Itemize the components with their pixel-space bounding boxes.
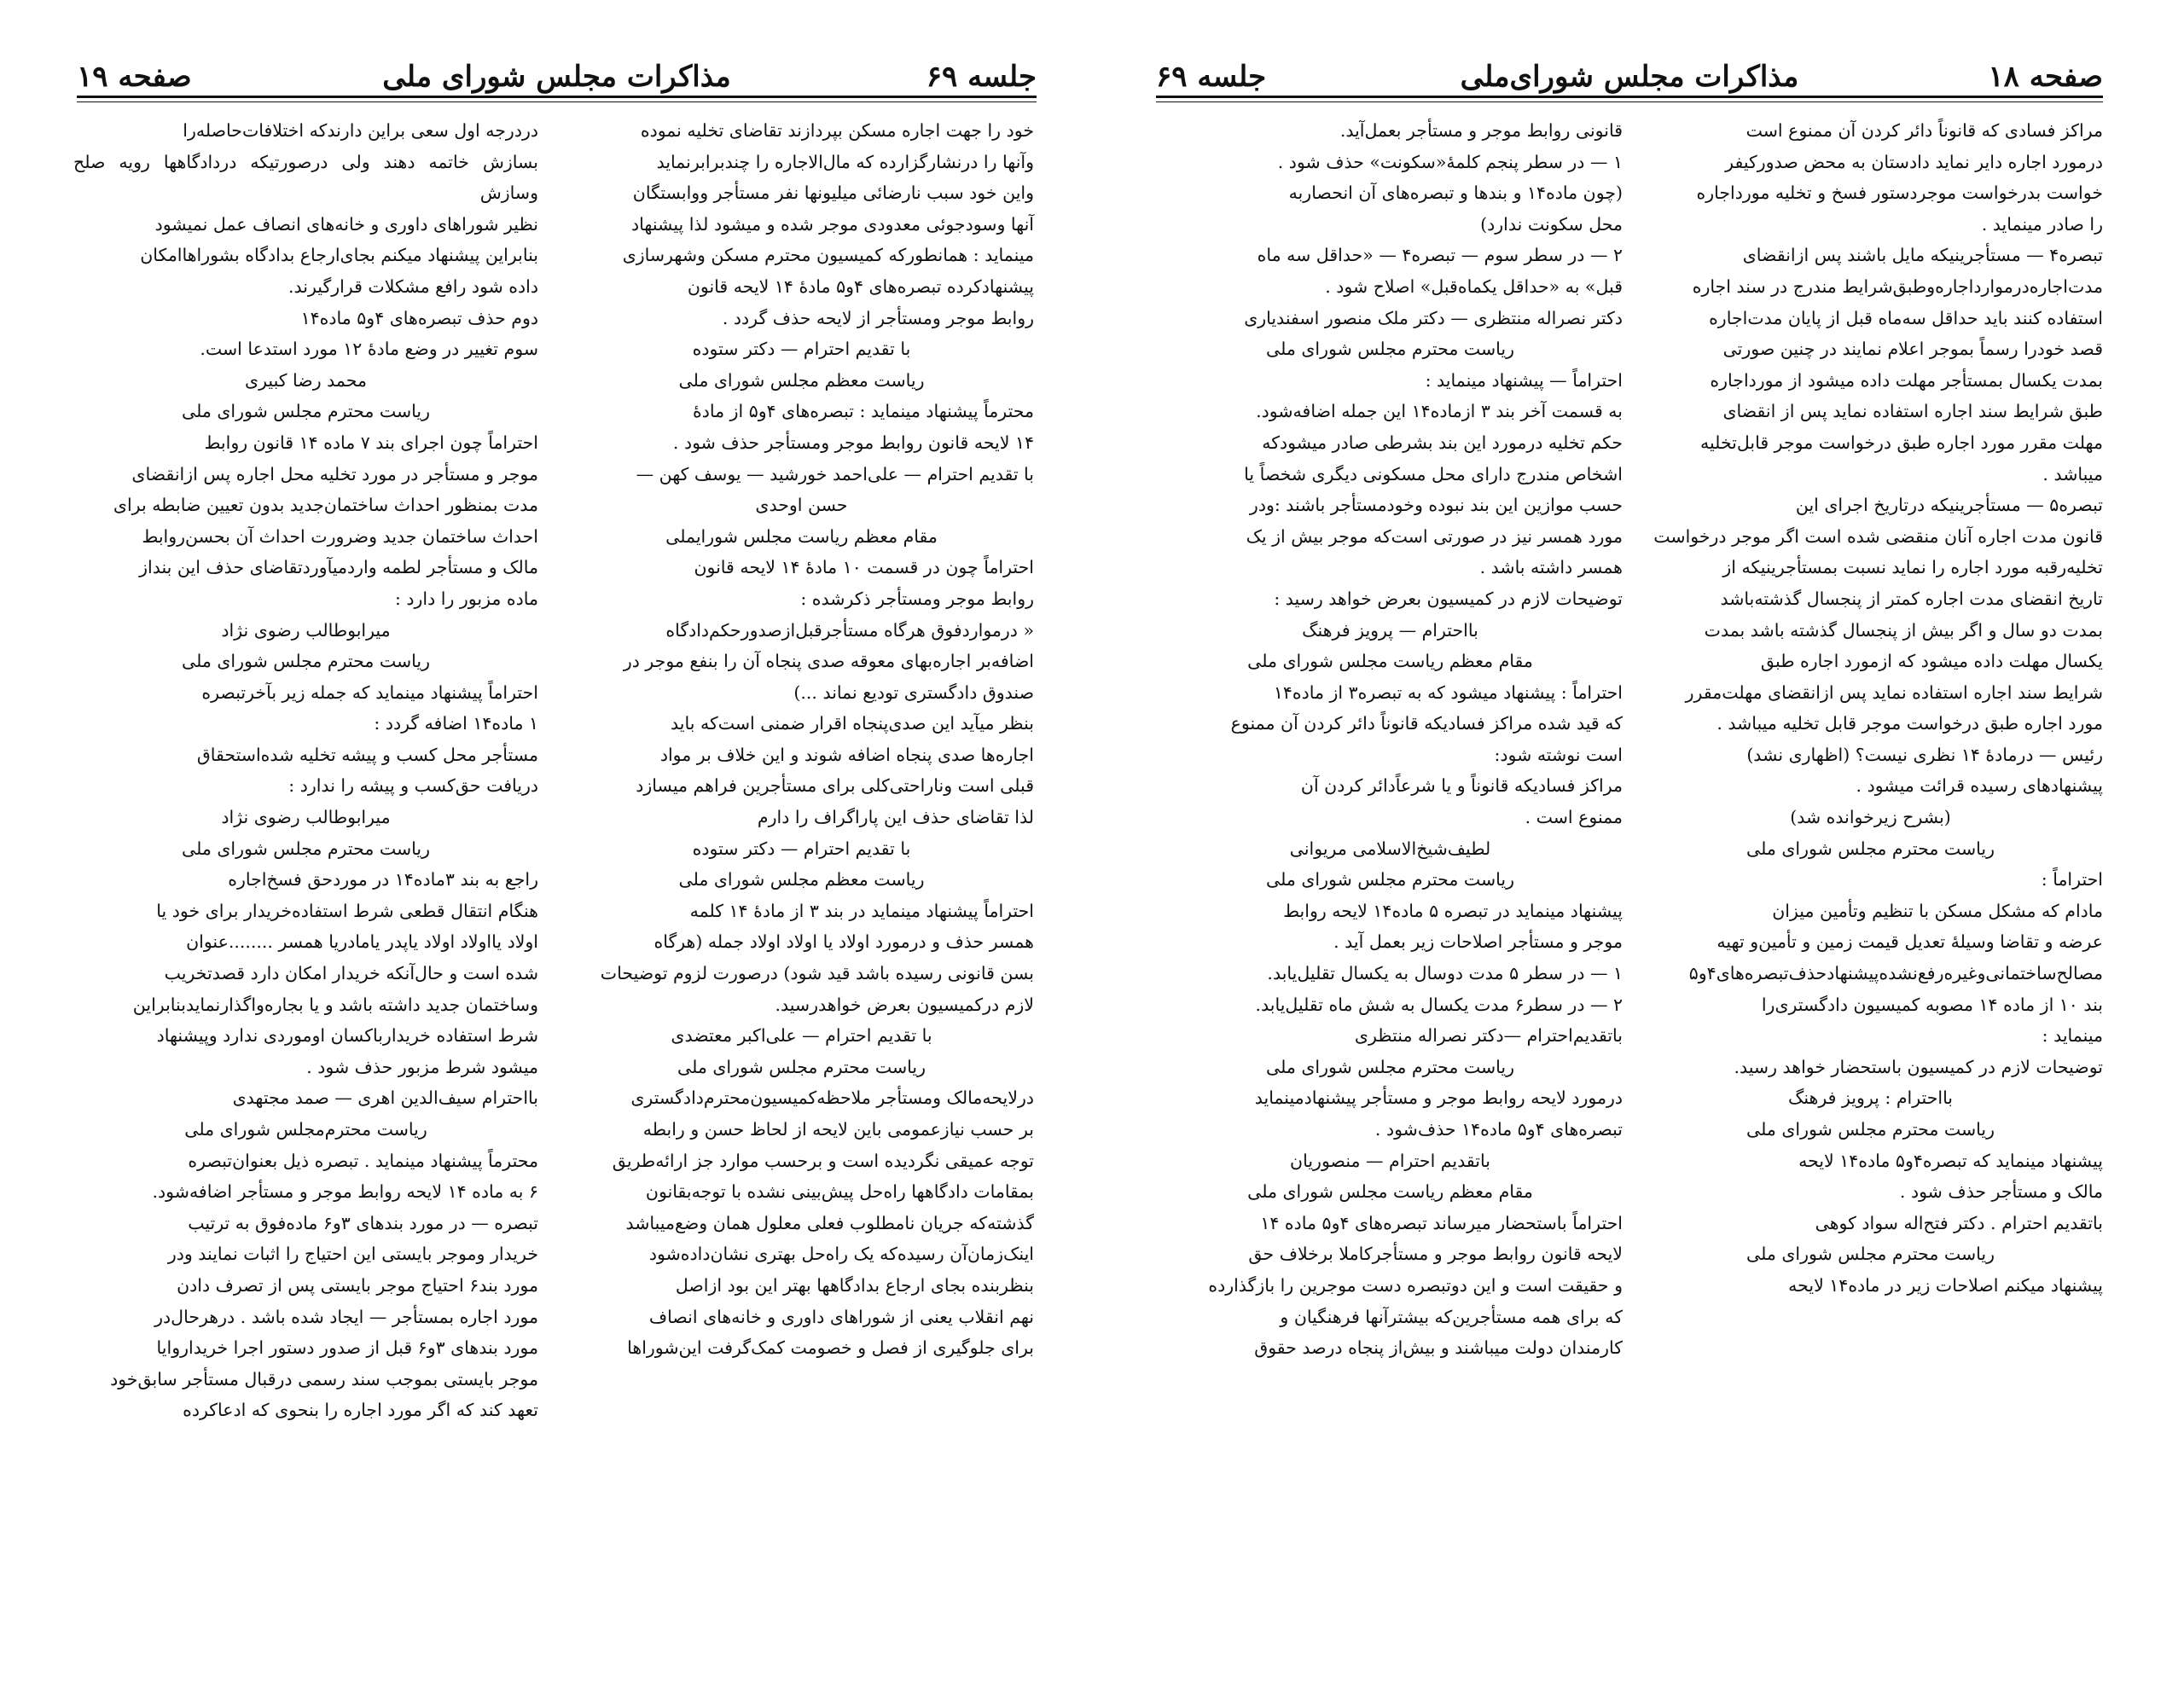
page-number: صفحه ۱۸ <box>1988 60 2103 94</box>
text-line: خود را جهت اجاره مسکن بپردازند تقاضای تخلیه نموده <box>640 120 1034 141</box>
text-line: مراکز فسادیکه قانوناً و یا شرعاًدائر کردن آن <box>1300 775 1623 797</box>
text-line: مستأجر محل کسب و پیشه تخلیه شده‌استحقاق <box>196 744 538 765</box>
text-line: پیشنهادکرده تبصره‌های ۴و۵ مادهٔ ۱۴ لایحه قانون <box>687 276 1034 297</box>
text-line: مورد بند۶ احتیاج موجر بایستی پس از تصرف دادن <box>177 1274 538 1296</box>
text-column-left <box>73 115 538 1426</box>
text-line: خریدار وموجر بایستی این احتیاج را اثبات نمایند ودر <box>167 1244 538 1265</box>
text-line: شرط استفاده خریدارباکسان اوموردی ندارد وپیشنهاد <box>156 1025 538 1047</box>
text-line: سوم تغییر در وضع مادهٔ ۱۲ مورد استدعا است. <box>200 339 538 360</box>
text-line: بند ۱۰ از ماده ۱۴ مصوبه کمیسیون دادگستری‌را <box>1761 994 2103 1015</box>
text-line: مدت بمنظور احداث ساختمان‌جدید بدون تعیین ضابطه برای <box>113 495 538 516</box>
text-line: ۲ — در سطر سوم — تبصره‌۴ — «حداقل سه ماه <box>1257 245 1623 266</box>
text-line: (چون ماده‌۱۴ و بندها و تبصره‌های آن انحصاربه <box>1288 183 1623 204</box>
text-line: محمد رضا کبیری <box>245 369 367 391</box>
text-line: شرایط سند اجاره استفاده نماید پس ازانقضای مهلت‌مقرر <box>1685 682 2103 703</box>
text-line: میرابوطالب رضوی نژاد <box>221 807 391 828</box>
text-line: مینماید : <box>2042 1025 2103 1047</box>
text-line: اضافه‌بر اجاره‌بهای معوقه صدی پنجاه آن را بنفع موجر در <box>623 651 1034 672</box>
text-line: ریاست محترم مجلس شورای ملی <box>1265 339 1515 360</box>
text-line: درلایحه‌مالک ومستأجر ملاحظه‌کمیسیون‌محترم‌دادگستری <box>630 1088 1034 1109</box>
text-line: آنها وسودجوئی معدودی موجر شده و میشود لذا پیشنهاد <box>631 213 1034 235</box>
text-line: راجع به بند ۳ماده‌۱۴ در موردحق فسخ‌اجاره <box>228 869 538 890</box>
text-line: (بشرح زیرخوانده شد) <box>1790 807 1951 828</box>
text-line: وآنها را درنشارگزارده که مال‌الاجاره را چندبرابرنماید <box>656 151 1034 172</box>
text-line: پیشنهاد مینماید که تبصره۴و۵ ماده‌۱۴ لایحه <box>1798 1150 2103 1171</box>
text-line: تاریخ انقضای مدت اجاره کمتر از پنجسال گذشته‌باشد <box>1720 588 2103 609</box>
text-line: یکسال مهلت داده میشود که ازمورد اجاره طبق <box>1760 651 2103 672</box>
text-line: توجه عمیقی نگردیده است و برحسب موارد جز ارائه‌طریق <box>612 1150 1034 1171</box>
text-line: با تقدیم احترام — علی‌اکبر معتضدی <box>671 1025 932 1047</box>
text-line: تبصره۴ — مستأجرینیکه مایل باشند پس ازانقضای <box>1742 245 2103 266</box>
text-line: مالک و مستأجر حذف شود . <box>1899 1181 2103 1203</box>
text-line: ۱ ماده‌۱۴ اضافه گردد : <box>374 713 538 734</box>
text-line: نهم انقلاب یعنی از شوراهای داوری و خانه‌های انصاف <box>648 1306 1034 1327</box>
text-line: میشود شرط مزبور حذف شود . <box>306 1056 538 1077</box>
text-line: ریاست معظم مجلس شورای ملی <box>678 369 925 391</box>
text-line: با تقدیم احترام — دکتر ستوده <box>692 838 911 859</box>
text-line: ۱۴ لایحه قانون روابط موجر ومستأجر حذف شود . <box>672 432 1034 453</box>
text-line: بااحترام — پرویز فرهنگ <box>1302 619 1478 641</box>
page-header <box>77 51 1037 99</box>
text-line: تعهد کند که اگر مورد اجاره را بنحوی که ادعاکرده <box>183 1400 538 1421</box>
text-line: وساختمان جدید داشته باشد و یا بجاره‌واگذارنماید‌بنابراین <box>132 994 538 1015</box>
text-line: ریاست محترم مجلس شورای ملی <box>1745 1244 1995 1265</box>
text-line: عرضه و تقاضا وسیلهٔ تعدیل قیمت زمین و تأمین‌و تهیه <box>1716 931 2103 953</box>
text-line: واین خود سبب نارضائی میلیونها نفر مستأجر ووابستگان <box>632 183 1034 204</box>
left-page <box>0 0 1062 1688</box>
text-line: ۱ — در سطر ۵ مدت دوسال به یکسال تقلیل‌یابد. <box>1267 963 1623 984</box>
text-line: احتراماً باستحضار میرساند تبصره‌های ۴و۵ ماده ۱۴ <box>1260 1212 1623 1233</box>
text-line: تخلیه‌رقبه مورد اجاره را نماید نسبت بمستأجرینیکه از <box>1722 557 2103 578</box>
text-line: قانونی روابط موجر و مستأجر بعمل‌آید. <box>1339 120 1623 141</box>
text-line: کارمندان دولت میباشند و بیش‌از پنجاه درصد حقوق <box>1254 1337 1623 1359</box>
text-line: مینماید : همانطورکه کمیسیون محترم مسکن وشهرسازی <box>622 245 1034 266</box>
text-line: ممنوع است . <box>1525 807 1623 828</box>
text-line: تبصره۵ — مستأجرینیکه درتاریخ اجرای این <box>1795 495 2103 516</box>
text-line: اجاره‌ها صدی پنجاه اضافه شوند و این خلاف بر مواد <box>659 744 1034 765</box>
text-line: قصد خودرا رسماً بموجر اعلام نمایند در چنین صورتی <box>1722 339 2103 360</box>
text-line: اینک‌زمان‌آن رسیده‌که یک راه‌حل بهتری نشان‌داده‌شود <box>648 1244 1034 1265</box>
text-line: مصالح‌ساختمانی‌وغیره‌رفع‌نشده‌پیشنهادحذف‌تبصره‌های۴و۵ <box>1688 963 2103 984</box>
publication-title: مذاکرات مجلس شورای ملی <box>382 60 731 94</box>
session-number: جلسه ۶۹ <box>1156 60 1267 94</box>
text-line: احتراماً : <box>2041 869 2103 890</box>
text-line: توضیحات لازم در کمیسیون باستحضار خواهد رسید. <box>1734 1056 2103 1077</box>
text-line: موجر و مستأجر اصلاحات زیر بعمل آید . <box>1333 931 1623 953</box>
text-line: بمدت یکسال بمستأجر مهلت داده میشود از مورداجاره <box>1710 369 2103 391</box>
text-line: هنگام انتقال قطعی شرط استفاده‌خریدار برای خود یا <box>156 900 538 921</box>
page-number: صفحه ۱۹ <box>77 60 192 94</box>
session-number: جلسه ۶۹ <box>926 60 1037 94</box>
text-line: محل سکونت ندارد) <box>1480 213 1623 235</box>
text-line: پیشنهادهای رسیده قرائت میشود . <box>1856 775 2103 797</box>
text-line: ریاست محترم مجلس شورای ملی <box>1745 1119 1995 1140</box>
text-line: اولاد یااولاد اولاد یاپدر یامادریا همسر ........عنوان <box>186 931 538 953</box>
text-line: قبل» به «حداقل یکماه‌قبل» اصلاح شود . <box>1325 276 1623 297</box>
text-line: ماده مزبور را دارد : <box>394 588 538 609</box>
text-line: گذشته‌که جریان نامطلوب فعلی معلول همان وضع‌میباشد <box>625 1212 1034 1233</box>
text-line: دکتر نصراله منتظری — دکتر ملک منصور اسفندیاری <box>1244 307 1623 328</box>
text-line: روابط موجر ومستأجر ذکرشده : <box>800 588 1034 609</box>
text-line: که قید شده مراکز فسادیکه قانوناً دائر کردن آن ممنوع <box>1230 713 1623 734</box>
text-line: حکم تخلیه درمورد این بند بشرطی صادر میشودکه <box>1262 432 1623 453</box>
text-line: است نوشته شود: <box>1494 744 1623 765</box>
text-line: ریاست محترم‌مجلس شورای ملی <box>184 1119 427 1140</box>
text-column-left <box>1158 115 1623 1364</box>
text-line: ریاست محترم مجلس شورای ملی <box>1745 838 1995 859</box>
text-line: ریاست محترم مجلس شورای ملی <box>1265 869 1515 890</box>
publication-title: مذاکرات مجلس شورای‌ملی <box>1460 60 1799 94</box>
text-line: که برای همه مستأجرین‌که بیشترآنها فرهنگیان و <box>1280 1306 1623 1327</box>
text-line: دوم حذف تبصره‌های ۴و۵ ماده‌۱۴ <box>300 307 538 328</box>
text-line: « درمواردفوق هرگاه مستأجرقبل‌ازصدورحکم‌دادگاه <box>665 619 1034 641</box>
text-line: طبق شرایط سند اجاره استفاده نماید پس از انقضای <box>1722 401 2103 422</box>
text-line: بااحترام سیف‌الدین اهری — صمد مجتهدی <box>232 1088 538 1109</box>
text-line: ریاست معظم مجلس شورای ملی <box>678 869 925 890</box>
text-line: بر حسب نیازعمومی باین لایحه از لحاظ حسن و رابطه <box>642 1119 1034 1140</box>
text-line: تبصره — در مورد بندهای ۳و۶ ماده‌فوق به ترتیب <box>188 1212 538 1233</box>
text-line: بمدت دو سال و اگر بیش از پنجسال گذشته باشد بمدت <box>1704 619 2103 641</box>
text-line: و حقیقت است و این دوتبصره دست موجرین را بازگذارده <box>1208 1274 1623 1296</box>
text-line: ریاست محترم مجلس شورای ملی <box>677 1056 926 1077</box>
text-line: میرابوطالب رضوی نژاد <box>221 619 391 641</box>
text-line: احتراماً : پیشنهاد میشود که به تبصره‌۳ از ماده‌۱۴ <box>1273 682 1623 703</box>
text-line: مورد اجاره بمستأجر — ایجاد شده باشد . درهرحال‌در <box>154 1306 538 1327</box>
text-line: تبصره‌های ۴و۵ ماده‌۱۴ حذف‌شود . <box>1374 1119 1623 1140</box>
text-line: لازم درکمیسیون بعرض خواهدرسید. <box>775 994 1034 1015</box>
text-line: بنظر میآید این صدی‌پنجاه اقرار ضمنی است‌که باید <box>671 713 1034 734</box>
text-line: موجر و مستأجر در مورد تخلیه محل اجاره پس ازانقضای <box>131 463 538 484</box>
text-line: رئیس — درمادهٔ ۱۴ نظری نیست؟ (اظهاری نشد) <box>1746 744 2103 765</box>
text-line: مورد همسر نیز در صورتی است‌که موجر بیش از یک <box>1246 525 1623 547</box>
text-line: احداث ساختمان جدید وضرورت احداث آن بحسن‌روابط <box>142 525 538 547</box>
text-line: داده شود رافع مشکلات قرارگیرند. <box>288 276 538 297</box>
text-line: حسب موازین این بند نبوده وخودمستأجر باشند :ودر <box>1249 495 1623 516</box>
text-line: شده است و حال‌آنکه خریدار امکان دارد قصدتخریب <box>164 963 538 984</box>
text-column-right <box>569 115 1034 1364</box>
text-line: مقام معظم ریاست مجلس شورای ملی <box>1247 651 1533 672</box>
text-line: با تقدیم احترام — دکتر ستوده <box>692 339 911 360</box>
text-line: ۱ — در سطر پنجم کلمهٔ«سکونت» حذف شود . <box>1277 151 1623 172</box>
text-line: مورد بندهای ۳و۶ قبل از صدور دستور اجرا خریداروایا <box>156 1337 538 1359</box>
text-line: همسر داشته باشد . <box>1479 557 1623 578</box>
page-header <box>1156 51 2103 99</box>
text-line: مهلت مقرر مورد اجاره طبق درخواست موجر قابل‌تخلیه <box>1699 432 2103 453</box>
text-line: درمورد اجاره دایر نماید دادستان به محض صدورکیفر‌ <box>1725 151 2103 172</box>
text-line: حسن اوحدی <box>755 495 848 516</box>
text-line: ریاست محترم مجلس شورای ملی <box>181 401 431 422</box>
text-line: مورد اجاره طبق درخواست موجر قابل تخلیه میباشد . <box>1716 713 2103 734</box>
text-line: برای جلوگیری از فصل و خصومت کمک‌گرفت این‌شوراها <box>627 1337 1034 1359</box>
text-line: بمقامات دادگاهها راه‌حل پیش‌بینی نشده با توجه‌بقانون <box>645 1181 1034 1203</box>
text-line: ریاست محترم مجلس شورای ملی <box>1265 1056 1515 1077</box>
text-line: احتراماً چون در قسمت ۱۰ مادهٔ ۱۴ لایحه قانون <box>694 557 1034 578</box>
text-line: قانون مدت اجاره آنان منقضی شده است اگر موجر درخواست <box>1653 525 2103 547</box>
text-line: بسازش خاتمه دهند ولی درصورتیکه دردادگاهها رویه صلح وسازش <box>73 151 538 204</box>
text-line: باتقدیم‌احترام —دکتر نصراله منتظری <box>1354 1025 1623 1047</box>
text-line: لذا تقاضای حذف این پاراگراف را دارم <box>757 807 1034 828</box>
text-line: مدت‌اجاره‌درموارداجاره‌وطبق‌شرایط مندرج در سند اجاره <box>1692 276 2103 297</box>
text-line: استفاده کنند باید حداقل سه‌ماه قبل از پایان مدت‌اجاره <box>1709 307 2103 328</box>
text-line: لایحه قانون روابط موجر و مستأجر‌کاملا برخلاف حق <box>1248 1244 1623 1265</box>
text-line: بسن قانونی رسیده باشد قید شود) درصورت لزوم توضیحات <box>600 963 1034 984</box>
text-line: درمورد لایحه روابط موجر و مستأجر پیشنهادمینماید <box>1254 1088 1623 1109</box>
text-line: روابط موجر ومستأجر از لایحه حذف گردد . <box>722 307 1034 328</box>
text-line: احتراماً — پیشنهاد مینماید : <box>1425 369 1623 391</box>
text-line: احتراماً پیشنهاد مینماید که جمله زیر بآخرتبصره <box>201 682 538 703</box>
text-line: میباشد . <box>2042 463 2103 484</box>
text-line: بنظربنده بجای ارجاع بدادگاهها بهتر این بود ازاصل <box>675 1274 1034 1296</box>
text-line: بنابراین پیشنهاد میکنم بجای‌ارجاع بدادگاه بشوراهاامکان <box>140 245 538 266</box>
text-line: باتقدیم احترام . دکتر فتح‌اله سواد کوهی <box>1815 1212 2103 1233</box>
text-line: لطیف‌شیخ‌الاسلامی مریوانی <box>1289 838 1491 859</box>
text-line: قبلی است وناراحتی‌کلی برای مستأجرین فراهم میسازد <box>636 775 1034 797</box>
header-rule <box>77 96 1037 98</box>
text-line: مراکز فسادی که قانوناً دائر کردن آن ممنوع است <box>1745 120 2103 141</box>
text-line: پیشنهاد مینماید در تبصره ۵ ماده‌۱۴ لایحه روابط <box>1283 900 1623 921</box>
text-line: به قسمت آخر بند ۳ ازماده‌۱۴ این جمله اضافه‌شود. <box>1256 401 1623 422</box>
text-line: ریاست محترم مجلس شورای ملی <box>181 838 431 859</box>
text-line: دردرجه اول سعی براین دارندکه اختلافات‌حاصله‌را <box>183 120 538 141</box>
text-line: با تقدیم احترام — علی‌احمد خورشید — یوسف کهن — <box>636 463 1034 484</box>
text-line: باتقدیم احترام — منصوریان <box>1290 1150 1490 1171</box>
text-line: ریاست محترم مجلس شورای ملی <box>181 651 431 672</box>
text-line: پیشنهاد میکنم اصلاحات زیر در ماده‌۱۴ لایحه <box>1788 1274 2103 1296</box>
text-line: را صادر مینماید . <box>1981 213 2103 235</box>
text-line: احتراماً پیشنهاد مینماید در بند ۳ از مادهٔ ۱۴ کلمه <box>689 900 1034 921</box>
text-line: محترماً پیشنهاد مینماید . تبصره ذیل بعنوان‌تبصره <box>188 1150 538 1171</box>
text-column-right <box>1638 115 2103 1302</box>
text-line: مقام معظم ریاست مجلس شورایملی <box>665 525 938 547</box>
text-line: نظیر شوراهای داوری و خانه‌های انصاف عمل نمیشود <box>154 213 538 235</box>
text-line: مقام معظم ریاست مجلس شورای ملی <box>1247 1181 1533 1203</box>
text-line: ۶ به ماده ۱۴ لایحه روابط موجر و مستأجر اضافه‌شود. <box>152 1181 538 1203</box>
text-line: محترماً پیشنهاد مینماید : تبصره‌های ۴و۵ از مادهٔ <box>692 401 1034 422</box>
text-line: ۲ — در سطر۶ مدت یکسال به شش ماه تقلیل‌یابد. <box>1255 994 1623 1015</box>
text-line: خواست بدرخواست موجردستور فسخ و تخلیه مورداجاره <box>1696 183 2103 204</box>
text-line: مادام که مشکل مسکن با تنظیم وتأمین میزان <box>1772 900 2103 921</box>
text-line: مالک و مستأجر لطمه واردمیآوردتقاضای حذف این بنداز <box>139 557 538 578</box>
header-rule <box>1156 96 2103 98</box>
text-line: توضیحات لازم در کمیسیون بعرض خواهد رسید : <box>1274 588 1623 609</box>
text-line: دریافت حق‌کسب و پیشه را ندارد : <box>288 775 538 797</box>
text-line: موجر بایستی بموجب سند رسمی درقبال مستأجر سابق‌خود <box>110 1368 538 1389</box>
text-line: احتراماً چون اجرای بند ۷ ماده ۱۴ قانون روابط <box>204 432 538 453</box>
text-line: صندوق دادگستری تودیع نماند ...) <box>793 682 1034 703</box>
text-line: همسر حذف و درمورد اولاد یا اولاد اولاد جمله (هرگاه <box>653 931 1034 953</box>
text-line: بااحترام : پرویز فرهنگ <box>1787 1088 1954 1109</box>
right-page <box>1122 0 2184 1688</box>
text-line: اشخاص مندرج دارای محل مسکونی دیگری شخصاً یا <box>1244 463 1623 484</box>
